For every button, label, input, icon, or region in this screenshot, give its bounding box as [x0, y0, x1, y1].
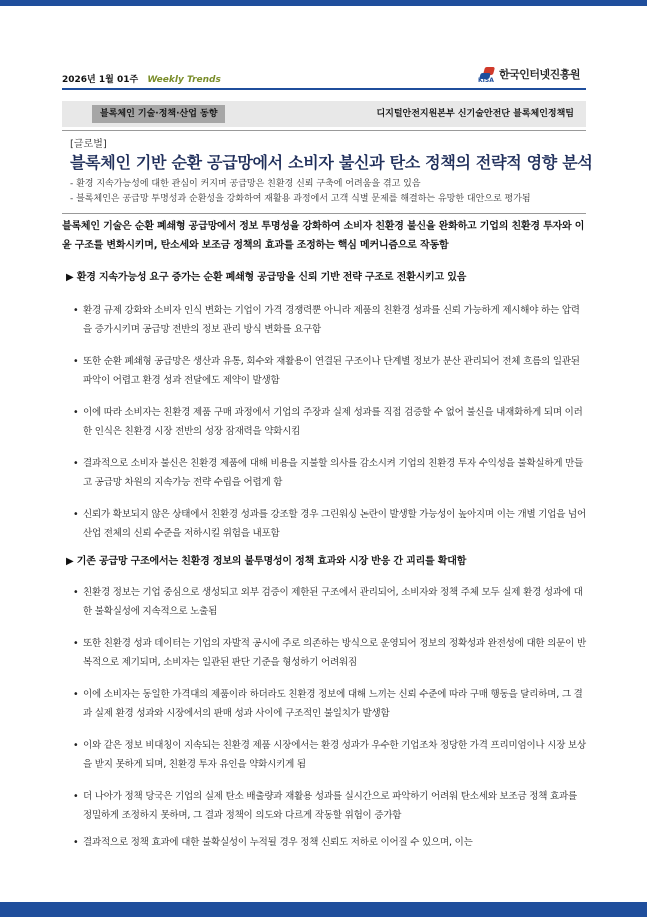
bullet-item: • 이에 소비자는 동일한 가격대의 제품이라 하더라도 친환경 정보에 대해 느끼는 신뢰 수준에 따라 구매 행동을 달리하며, 그 결과 실제 환경 성과와 시장에서의 판매 성과 사이에 구조적인 불일치가 발생함 — [73, 689, 583, 719]
kisa-logo-icon: KISA — [478, 67, 496, 81]
bullet-item: • 친환경 정보는 기업 중심으로 생성되고 외부 검증이 제한된 구조에서 관리되어, 소비자와 정책 주체 모두 실제 환경 성과에 대한 불확실성에 지속적으로 노출됨 — [73, 587, 583, 617]
bullet-item: • 결과적으로 소비자 불신은 친환경 제품에 대해 비용을 지불할 의사를 감소시켜 기업의 친환경 투자 수익성을 불확실하게 만들고 공급망 차원의 지속가능 전략 수립을 어렵게 함 — [73, 458, 584, 488]
subtitle-line: - 블록체인은 공급망 투명성과 순환성을 강화하여 재활용 과정에서 고객 식별 문제를 해결하는 유망한 대안으로 평가됨 — [70, 194, 531, 204]
bullet-item: • 이와 같은 정보 비대칭이 지속되는 친환경 제품 시장에서는 환경 성과가 우수한 기업조차 정당한 가격 프리미엄이나 시장 보상을 받지 못하게 되며, 친환경 투자 유인을 약화시키게 됨 — [73, 740, 586, 770]
subtitle-line: - 환경 지속가능성에 대한 관심이 커지며 공급망은 친환경 신뢰 구축에 어려움을 겪고 있음 — [70, 179, 421, 189]
header-divider — [62, 88, 586, 90]
top-color-band — [0, 0, 647, 6]
series-name: Weekly Trends — [147, 75, 221, 85]
issue-date: 2026년 1월 01주 — [62, 75, 139, 85]
issue-header — [62, 72, 221, 85]
bullet-item: • 환경 규제 강화와 소비자 인식 변화는 기업이 가격 경쟁력뿐 아니라 제품의 친환경 성과를 신뢰 가능하게 제시해야 하는 압력을 증가시키며 공급망 전반의 정보 관리 방식 변화를 요구함 — [73, 305, 580, 335]
bullet-item: • 또한 순환 폐쇄형 공급망은 생산과 유통, 회수와 재활용이 연결된 구조이나 단계별 정보가 분산 관리되어 전체 흐름의 일관된 파악이 어렵고 환경 성과 전달에도 제약이 발생함 — [73, 356, 580, 386]
kisa-logo — [478, 66, 580, 82]
section-heading: ▶ 환경 지속가능성 요구 증가는 순환 폐쇄형 공급망을 신뢰 기반 전략 구조로 전환시키고 있음 — [66, 272, 467, 283]
article-summary: 블록체인 기술은 순환 폐쇄형 공급망에서 정보 투명성을 강화하여 소비자 친환경 불신을 완화하고 기업의 친환경 투자와 이윤 구조를 변화시키며, 탄소세와 보조금 정책의 효과를 조정하는 핵심 메커니즘으로 작동함 — [62, 221, 585, 251]
bullet-item: • 더 나아가 정책 당국은 기업의 실제 탄소 배출량과 재활용 성과를 실시간으로 파악하기 어려워 탄소세와 보조금 정책 효과를 정밀하게 조정하지 못하며, 그 결과 정책이 의도와 다르게 작동할 위험이 증가함 — [73, 791, 577, 821]
section-heading: ▶ 기존 공급망 구조에서는 친환경 정보의 불투명성이 정책 효과와 시장 반응 간 괴리를 확대함 — [66, 556, 467, 567]
bullet-item: • 또한 친환경 성과 데이터는 기업의 자발적 공시에 주로 의존하는 방식으로 운영되어 정보의 정확성과 완전성에 대한 의문이 반복적으로 제기되며, 소비자는 일관된 판단 기준을 형성하기 어려워짐 — [73, 638, 586, 668]
bottom-color-band — [0, 902, 647, 917]
tag-row — [62, 101, 586, 127]
category-tag: 블록체인 기술·정책·산업 동향 — [92, 105, 225, 123]
bullet-item: • 신뢰가 확보되지 않은 상태에서 친환경 성과를 강조할 경우 그린워싱 논란이 발생할 가능성이 높아지며 이는 개별 기업을 넘어 산업 전체의 신뢰 수준을 저하시킬 위험을 내포함 — [73, 509, 586, 539]
bullet-item: • 결과적으로 정책 효과에 대한 불확실성이 누적될 경우 정책 신뢰도 저하로 이어질 수 있으며, 이는 — [73, 837, 473, 848]
department-label: 디지털안전지원본부 신기술안전단 블록체인정책팀 — [376, 109, 574, 119]
article-subtitles — [70, 177, 531, 207]
org-name: 한국인터넷진흥원 — [499, 68, 581, 81]
article-category: [글로벌] — [70, 139, 107, 150]
article-title: 블록체인 기반 순환 공급망에서 소비자 불신과 탄소 정책의 전략적 영향 분석 — [70, 153, 593, 172]
title-box — [62, 130, 593, 214]
bullet-item: • 이에 따라 소비자는 친환경 제품 구매 과정에서 기업의 주장과 실제 성과를 직접 검증할 수 없어 불신을 내재화하게 되며 이러한 인식은 친환경 시장 전반의 성장 잠재력을 약화시킴 — [73, 407, 583, 437]
